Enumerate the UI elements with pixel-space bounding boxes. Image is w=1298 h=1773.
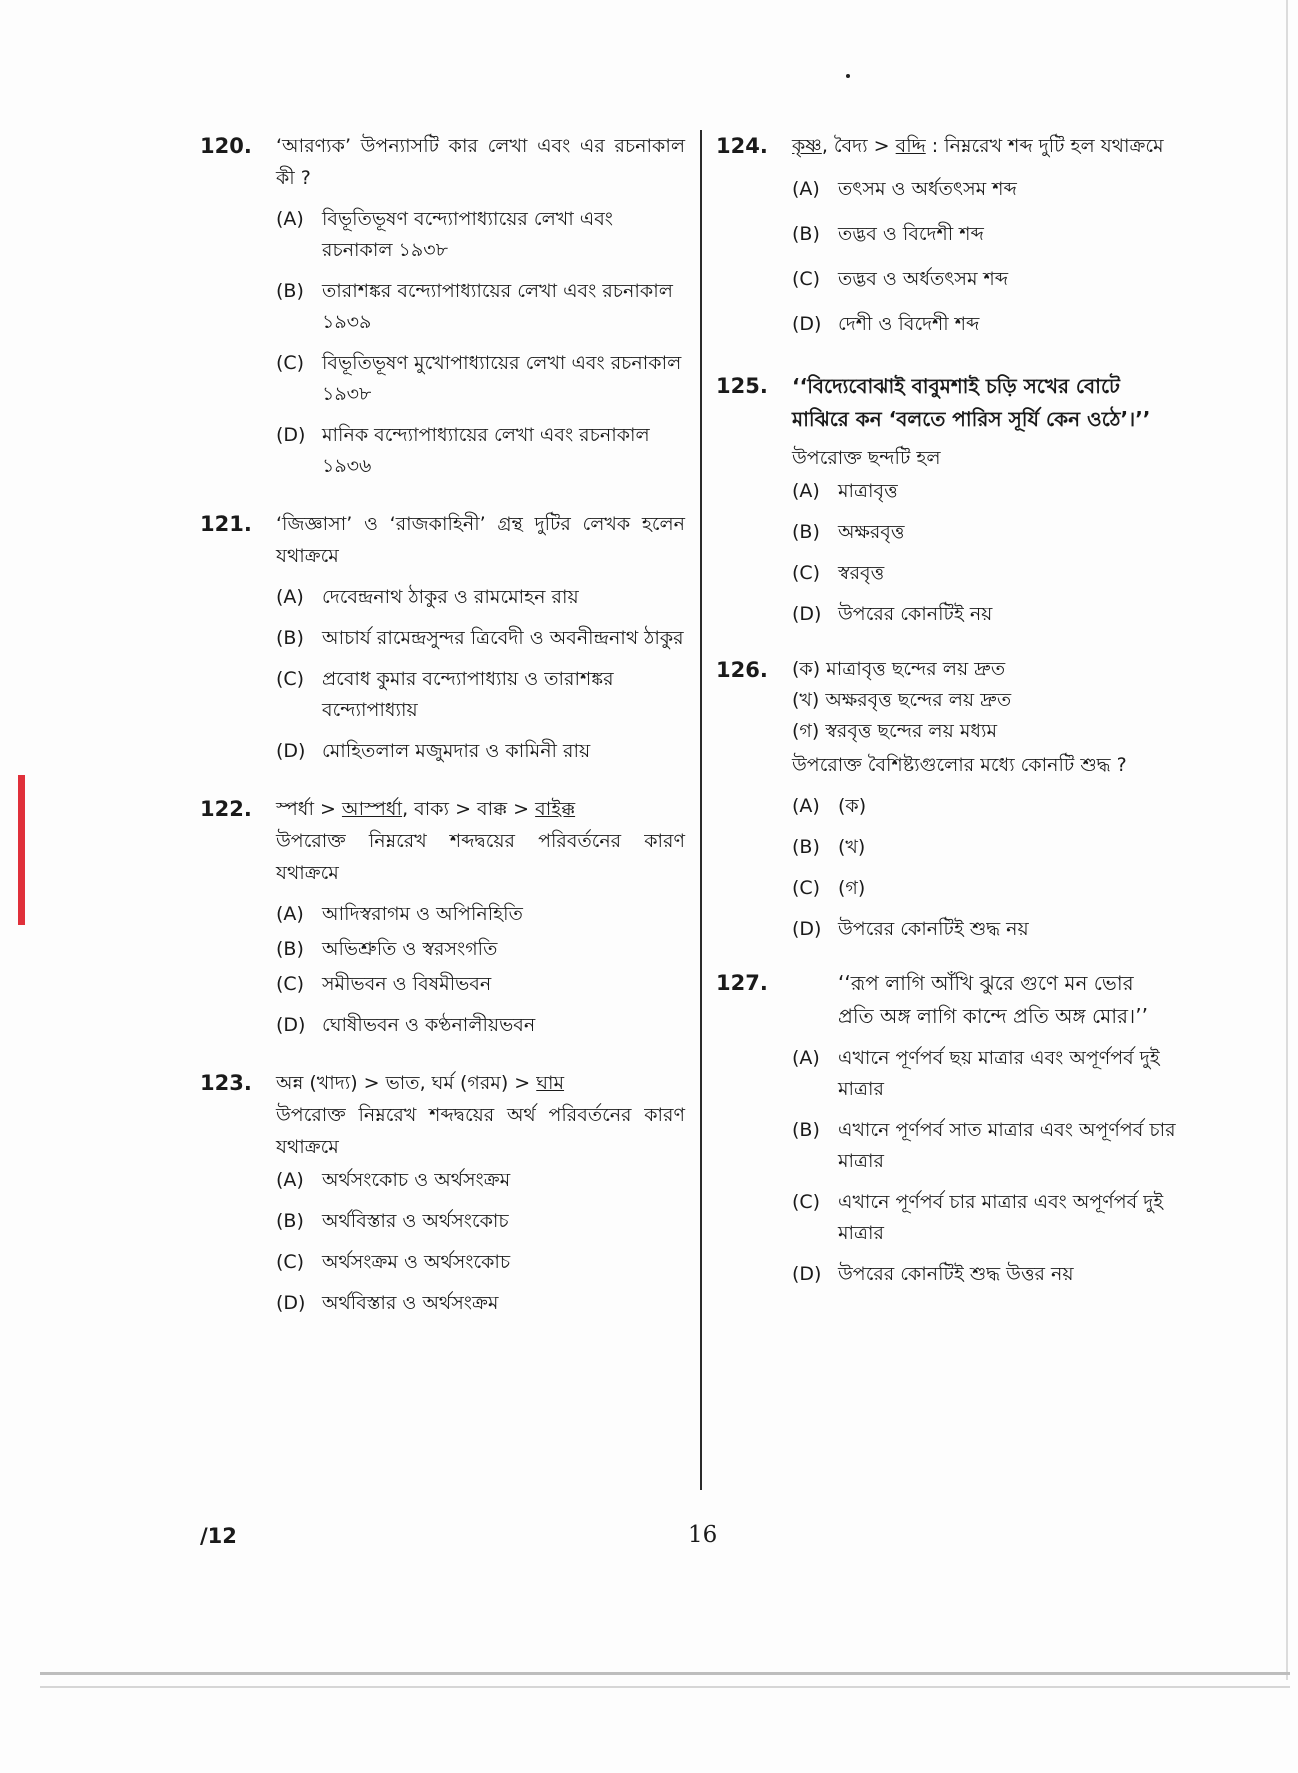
right-column: [716, 130, 1206, 1312]
option-text: সমীভবন ও বিষমীভবন: [322, 973, 492, 995]
option-label: (D): [276, 1014, 306, 1036]
option-label: (C): [276, 668, 305, 690]
question-number: 126.: [716, 658, 768, 682]
option-label: (D): [792, 313, 822, 335]
question-123: [200, 1067, 685, 1319]
red-margin-mark: [18, 775, 25, 925]
question-125: [716, 370, 1206, 630]
statement-label: (গ): [792, 720, 820, 742]
option-label: (B): [276, 1210, 304, 1232]
option-c[interactable]: [792, 264, 1206, 295]
question-text: ‘জিজ্ঞাসা’ ও ‘রাজকাহিনী’ গ্রন্থ দুটির লেখক হলেন যথাক্রমে: [276, 513, 685, 567]
option-text: অভিশ্রুতি ও স্বরসংগতি: [322, 938, 498, 960]
question-text: উপরোক্ত ছন্দটি হল: [792, 447, 941, 469]
stem-part: , বাক্য > বাক্ক >: [402, 798, 536, 820]
option-b[interactable]: [276, 623, 685, 654]
underlined-word: আস্পর্ধা: [341, 798, 403, 820]
question-number: 123.: [200, 1071, 252, 1095]
option-text: এখানে পূর্ণপর্ব সাত মাত্রার এবং অপূর্ণপর্ব চার মাত্রার: [838, 1119, 1176, 1172]
option-a[interactable]: [276, 204, 685, 266]
question-text: উপরোক্ত নিম্নরেখ শব্দদ্বয়ের পরিবর্তনের কারণ যথাক্রমে: [276, 830, 685, 884]
option-label: (B): [276, 280, 304, 302]
question-stem-line: [276, 1067, 685, 1099]
poem-line: প্রতি অঙ্গ লাগি কান্দে প্রতি অঙ্গ মোর।’’: [838, 1004, 1148, 1028]
question-text: উপরোক্ত বৈশিষ্ট্যগুলোর মধ্যে কোনটি শুদ্ধ ?: [792, 754, 1127, 776]
option-text: এখানে পূর্ণপর্ব ছয় মাত্রার এবং অপূর্ণপর্ব দুই মাত্রার: [838, 1047, 1160, 1100]
statement-kha: [792, 685, 1206, 716]
option-d[interactable]: [792, 1259, 1206, 1290]
option-text: স্বরবৃত্ত: [838, 562, 885, 584]
statement-text: মাত্রাবৃত্ত ছন্দের লয় দ্রুত: [826, 658, 1006, 680]
option-d[interactable]: [276, 736, 685, 767]
statement-ka: [792, 654, 1206, 685]
option-label: (D): [792, 918, 822, 940]
statement-label: (খ): [792, 689, 820, 711]
option-label: (C): [792, 1191, 821, 1213]
option-label: (C): [792, 562, 821, 584]
option-c[interactable]: [792, 873, 1206, 904]
option-label: (B): [792, 836, 820, 858]
option-b[interactable]: [792, 1115, 1206, 1177]
option-text: আচার্য রামেন্দ্রসুন্দর ত্রিবেদী ও অবনীন্দ্রনাথ ঠাকুর: [322, 627, 684, 649]
option-a[interactable]: [792, 791, 1206, 822]
question-126: [716, 654, 1206, 945]
question-number: 122.: [200, 797, 252, 821]
statement-label: (ক): [792, 658, 821, 680]
option-b[interactable]: [792, 517, 1206, 548]
page-edge-bottom-shadow: [40, 1686, 1290, 1688]
option-text: তৎসম ও অর্ধতৎসম শব্দ: [838, 178, 1017, 200]
option-label: (D): [276, 424, 306, 446]
option-c[interactable]: [276, 664, 685, 726]
question-stem-line: [792, 130, 1206, 162]
option-text: দেবেন্দ্রনাথ ঠাকুর ও রামমোহন রায়: [322, 586, 579, 608]
option-label: (D): [792, 1263, 822, 1285]
option-b[interactable]: [276, 1206, 685, 1237]
option-label: (A): [792, 178, 820, 200]
underlined-word: ঘাম: [536, 1072, 565, 1094]
option-text: উপরের কোনটিই শুদ্ধ নয়: [838, 918, 1029, 940]
option-text: মাত্রাবৃত্ত: [838, 480, 898, 502]
question-number: 124.: [716, 134, 768, 158]
ink-dot: [846, 74, 850, 78]
option-text: (ক): [838, 795, 867, 817]
underlined-word: কৃষ্ণ: [792, 135, 822, 157]
question-stem-line: [276, 793, 685, 825]
option-text: অক্ষরবৃত্ত: [838, 521, 905, 543]
option-label: (D): [276, 1292, 306, 1314]
option-label: (C): [276, 1251, 305, 1273]
option-b[interactable]: [276, 934, 685, 965]
option-text: অর্থসংক্রম ও অর্থসংকোচ: [322, 1251, 511, 1273]
option-a[interactable]: [276, 899, 685, 930]
option-b[interactable]: [792, 832, 1206, 863]
question-text: ‘আরণ্যক’ উপন্যাসটি কার লেখা এবং এর রচনাকাল কী ?: [276, 135, 685, 189]
left-column: [200, 130, 685, 1341]
question-text: উপরোক্ত নিম্নরেখ শব্দদ্বয়ের অর্থ পরিবর্তনের কারণ যথাক্রমে: [276, 1104, 685, 1158]
option-text: (গ): [838, 877, 866, 899]
option-text: মোহিতলাল মজুমদার ও কামিনী রায়: [322, 740, 591, 762]
page-number: 16: [688, 1522, 718, 1548]
option-label: (A): [792, 480, 820, 502]
option-d[interactable]: [792, 309, 1206, 340]
poem-line: ‘‘রূপ লাগি আঁখি ঝুরে গুণে মন ভোর: [838, 971, 1134, 995]
option-text: বিভূতিভূষণ বন্দ্যোপাধ্যায়ের লেখা এবং রচনাকাল ১৯৩৮: [322, 208, 613, 261]
question-120: [200, 130, 685, 482]
question-127: [716, 967, 1206, 1290]
option-text: এখানে পূর্ণপর্ব চার মাত্রার এবং অপূর্ণপর্ব দুই মাত্রার: [838, 1191, 1164, 1244]
option-label: (B): [792, 521, 820, 543]
option-text: তদ্ভব ও বিদেশী শব্দ: [838, 223, 984, 245]
option-label: (D): [276, 740, 306, 762]
option-label: (C): [276, 352, 305, 374]
option-label: (C): [276, 973, 305, 995]
option-text: প্রবোধ কুমার বন্দ্যোপাধ্যায় ও তারাশঙ্কর বন্দ্যোপাধ্যায়: [322, 668, 614, 721]
option-a[interactable]: [276, 1165, 685, 1196]
option-a[interactable]: [792, 1043, 1206, 1105]
option-text: অর্থবিস্তার ও অর্থসংক্রম: [322, 1292, 499, 1314]
option-d[interactable]: [276, 420, 685, 482]
page-edge-bottom: [40, 1672, 1290, 1675]
option-c[interactable]: [276, 969, 685, 1000]
option-text: বিভূতিভূষণ মুখোপাধ্যায়ের লেখা এবং রচনাকাল ১৯৩৮: [322, 352, 682, 405]
underlined-word: বদ্দি: [895, 135, 926, 157]
question-124: [716, 130, 1206, 340]
statement-text: স্বরবৃত্ত ছন্দের লয় মধ্যম: [825, 720, 998, 742]
column-divider: [700, 130, 702, 1490]
option-label: (A): [276, 903, 304, 925]
option-label: (A): [276, 586, 304, 608]
option-label: (C): [792, 268, 821, 290]
option-label: (B): [792, 1119, 820, 1141]
stem-part: : নিম্নরেখ শব্দ দুটি হল যথাক্রমে: [925, 135, 1164, 157]
option-a[interactable]: [792, 476, 1206, 507]
option-label: (D): [792, 603, 822, 625]
question-number: 120.: [200, 134, 252, 158]
option-text: অর্থবিস্তার ও অর্থসংকোচ: [322, 1210, 509, 1232]
option-text: তারাশঙ্কর বন্দ্যোপাধ্যায়ের লেখা এবং রচনাকাল ১৯৩৯: [322, 280, 673, 333]
option-text: আদিস্বরাগম ও অপিনিহিতি: [322, 903, 523, 925]
option-text: অর্থসংকোচ ও অর্থসংক্রম: [322, 1169, 511, 1191]
option-d[interactable]: [792, 914, 1206, 945]
stem-part: , বৈদ্য >: [821, 135, 896, 157]
poem-line: মাঝিরে কন ‘বলতে পারিস সূর্যি কেন ওঠে’।’’: [792, 407, 1151, 431]
underlined-word: বাইক্ক: [535, 798, 576, 820]
option-c[interactable]: [792, 558, 1206, 589]
question-number: 125.: [716, 374, 768, 398]
option-c[interactable]: [276, 348, 685, 410]
stem-part: অন্ন (খাদ্য) > ভাত, ঘর্ম (গরম) >: [276, 1072, 537, 1094]
statement-text: অক্ষরবৃত্ত ছন্দের লয় দ্রুত: [825, 689, 1012, 711]
option-c[interactable]: [276, 1247, 685, 1278]
booklet-code: /12: [200, 1524, 237, 1548]
option-b[interactable]: [276, 276, 685, 338]
question-122: [200, 793, 685, 1041]
option-text: মানিক বন্দ্যোপাধ্যায়ের লেখা এবং রচনাকাল ১৯৩৬: [322, 424, 650, 477]
statement-ga: [792, 716, 1206, 747]
option-text: তদ্ভব ও অর্ধতৎসম শব্দ: [838, 268, 1009, 290]
question-number: 127.: [716, 971, 768, 995]
option-d[interactable]: [276, 1288, 685, 1319]
poem-line: ‘‘বিদ্যেবোঝাই বাবুমশাই চড়ি সখের বোটে: [792, 374, 1120, 398]
option-b[interactable]: [792, 219, 1206, 250]
option-d[interactable]: [792, 599, 1206, 630]
option-label: (A): [276, 1169, 304, 1191]
option-text: উপরের কোনটিই শুদ্ধ উত্তর নয়: [838, 1263, 1074, 1285]
option-label: (A): [276, 208, 304, 230]
option-text: ঘোষীভবন ও কণ্ঠনালীয়ভবন: [322, 1014, 536, 1036]
option-text: উপরের কোনটিই নয়: [838, 603, 993, 625]
option-text: (খ): [838, 836, 866, 858]
stem-part: স্পর্ধা >: [276, 798, 342, 820]
option-d[interactable]: [276, 1010, 685, 1041]
question-121: [200, 508, 685, 767]
question-number: 121.: [200, 512, 252, 536]
option-label: (A): [792, 795, 820, 817]
option-label: (B): [792, 223, 820, 245]
poem-block: [792, 967, 1206, 1033]
option-label: (B): [276, 938, 304, 960]
option-label: (B): [276, 627, 304, 649]
option-text: দেশী ও বিদেশী শব্দ: [838, 313, 980, 335]
page-edge-right: [1286, 0, 1288, 1680]
option-label: (C): [792, 877, 821, 899]
option-a[interactable]: [276, 582, 685, 613]
option-a[interactable]: [792, 174, 1206, 205]
option-c[interactable]: [792, 1187, 1206, 1249]
option-label: (A): [792, 1047, 820, 1069]
